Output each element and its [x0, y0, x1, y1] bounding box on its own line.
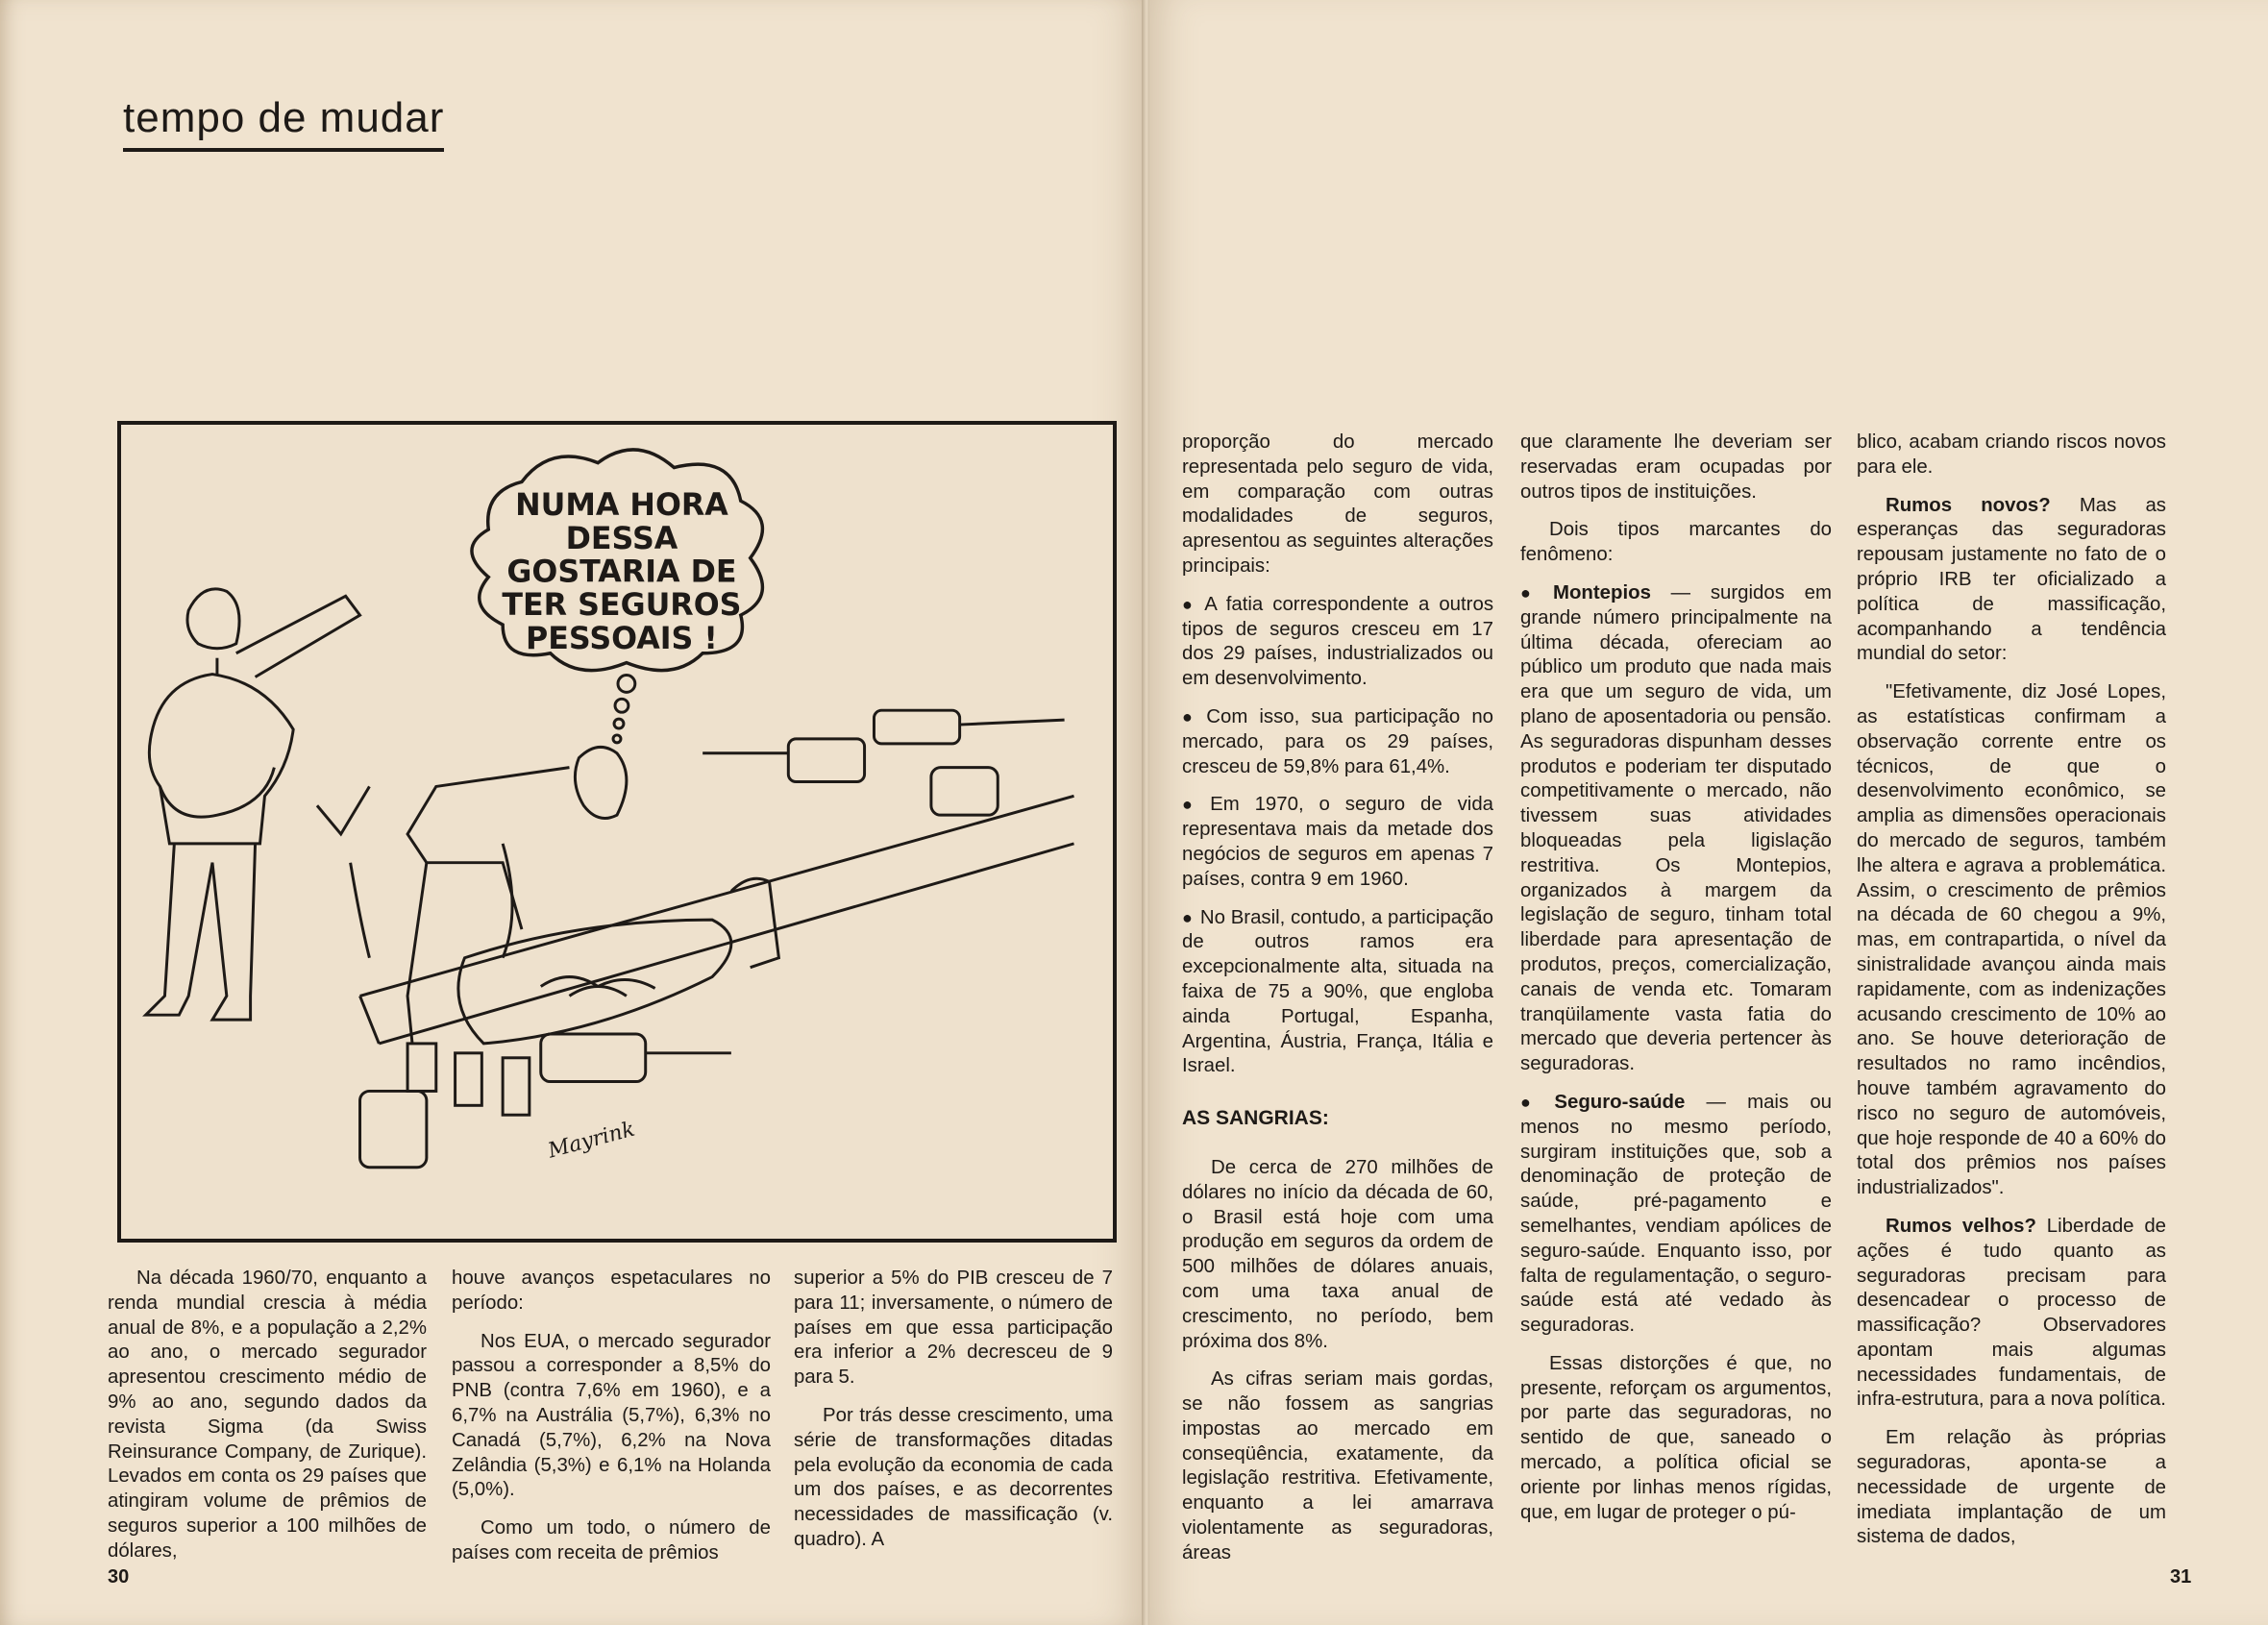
right-col3-para-5: Em relação às próprias seguradoras, aponta-se a necessidade de urgente de imediata implantação de um sistema de dados, — [1857, 1427, 2166, 1548]
right-col3-quote: "Efetivamente, diz José Lopes, as estatísticas confirmam a observação corrente entre os técnicos, de que o desenvolvimento econômico, se amplia as dimensões operacionais do mercado de seguros, também lhe altera e agrava a problemática. Assim, o crescimento de prêmios na década de 60 chegou a 9%, mas, em contrapartida, o nível da sinistralidade avançou ainda mais rapidamente, com as indenizações acusando crescimento de 10% ao ano. Se houve deterioração de resultados no ramo incêndios, houve também agravamento do risco no seguro de automóveis, que hoje responde de 40 a 60% do total dos prêmios nos países industrializados". — [1857, 681, 2166, 1199]
balloon-line-2: DESSA — [565, 521, 678, 556]
right-column-2 — [1520, 431, 1832, 1539]
right-col3-para-4 — [1857, 1215, 2166, 1413]
right-col2-bullet-seguro-saude — [1520, 1091, 1832, 1339]
rumos-velhos-lead: Rumos velhos? — [1886, 1215, 2036, 1237]
right-col1-bullet-1: ● A fatia correspondente a outros tipos de seguros cresceu em 17 dos 29 países, industrializados ou em desenvolvimento. — [1182, 593, 1493, 692]
left-column-3 — [794, 1267, 1113, 1566]
counter — [360, 796, 1074, 1044]
right-column-3 — [1857, 431, 2166, 1563]
rumos-novos-text: Mas as esperanças das seguradoras repousam justamente no fato de o próprio IRB ter oficializado a política de massificação, acompanhando a tendência mundial do setor: — [1857, 494, 2166, 665]
left-col3-para-2: Por trás desse crescimento, uma série de transformações ditadas pela evolução da economia de cada um dos países, e as decorrentes necessidades de massificação (v. quadro). A — [794, 1404, 1113, 1550]
balloon-line-1: NUMA HORA — [515, 488, 728, 524]
left-column-1 — [108, 1267, 427, 1578]
right-col1-bullet-4: ● No Brasil, contudo, a participação de outros ramos era excepcionalmente alta, situada na faixa de 75 a 90%, que engloba ainda Portugal, Espanha, Argentina, Áustria, França, Itália e Israel. — [1182, 906, 1493, 1080]
left-col2-para-3: Como um todo, o número de países com receita de prêmios — [452, 1517, 771, 1563]
section-heading-sangrias: AS SANGRIAS: — [1182, 1107, 1329, 1130]
man-figure — [317, 747, 627, 1044]
seguro-saude-lead: Seguro-saúde — [1554, 1091, 1686, 1113]
page-number-right: 31 — [2170, 1566, 2192, 1588]
right-col1-bullet-2: ● Com isso, sua participação no mercado, para os 29 países, cresceu de 59,8% para 61,4%. — [1182, 705, 1493, 779]
seguro-saude-text: — mais ou menos no mesmo período, surgiram instituições que, sob a denominação de proteção de saúde, pré-pagamento e semelhantes, vendiam apólices de seguro-saúde. Enquanto isso, por falta de regulamentação, o seguro-saúde está até vedado às seguradoras. — [1520, 1091, 1833, 1337]
right-col2-para-3: Essas distorções é que, no presente, reforçam os argumentos, por parte das seguradoras, no sentido de que, saneado o mercado, a política oficial se oriente por linhas menos rígidas, que, em lugar de proteger o pú- — [1520, 1352, 1832, 1523]
rumos-velhos-text: Liberdade de ações é tudo quanto as seguradoras precisam para desencadear o processo de massificação? Observadores apontam mais algumas necessidades fundamentais, de infra-estrutura, para a nova política. — [1857, 1215, 2166, 1411]
left-column-2 — [452, 1267, 771, 1580]
page-number-left: 30 — [108, 1566, 130, 1588]
right-col2-bullet-montepios — [1520, 581, 1832, 1077]
right-col1-para-2: As cifras seriam mais gordas, se não fossem as sangrias impostas ao mercado em conseqüência, exatamente, da legislação restritiva. Efetivamente, enquanto a lei amarrava violentamente as seguradoras, áreas — [1182, 1368, 1493, 1563]
balloon-line-3: GOSTARIA DE — [506, 554, 737, 590]
left-col1-para: Na década 1960/70, enquanto a renda mundial crescia à média anual de 8%, e a população a 2,2% ao ano, o mercado segurador apresentou crescimento médio de 9% ao ano, segundo dados da revista Sigma (da Swiss Reinsurance Company, de Zurique). Levados em conta os 29 países que atingiram volume de prêmios de seguros superior a 100 milhões de dólares, — [108, 1268, 427, 1562]
right-column-1 — [1182, 431, 1493, 1580]
right-col3-para-1: blico, acabam criando riscos novos para ele. — [1857, 431, 2166, 478]
right-col1-para-1: De cerca de 270 milhões de dólares no início da década de 60, o Brasil está hoje com uma produção em seguros da ordem de 500 milhões de dólares anuais, com uma taxa anual de crescimento, no período, bem próxima dos 8%. — [1182, 1156, 1493, 1352]
section-title: tempo de mudar — [123, 94, 444, 152]
right-col2-para-1: que claramente lhe deveriam ser reservadas eram ocupadas por outros tipos de instituições. — [1520, 431, 1832, 503]
montepios-text: — surgidos em grande número principalmente na última década, ofereciam ao público um produto que nada mais era que um seguro de vida, um plano de aposentadoria ou pensão. As seguradoras dispunham desses produtos e poderiam ter disputado competitivamente o mercado, não tivessem suas atividades bloqueadas pela ligislação restritiva. Os Montepios, organizados à margem da legislação de seguro, tinham total liberdade para apresentação de produtos, preços, comercialização, canais de venda etc. Tomaram tranqüilamente vasta fatia do mercado que deveria pertencer às seguradoras. — [1520, 581, 1832, 1075]
right-col3-para-2 — [1857, 494, 2166, 668]
balloon-line-5: PESSOAIS ! — [526, 621, 718, 656]
right-col2-para-2: Dois tipos marcantes do fenômeno: — [1520, 519, 1832, 566]
right-col1-intro: proporção do mercado representada pelo seguro de vida, em comparação com outras modalidades de seguros, apresentou as seguintes alterações principais: — [1182, 431, 1493, 577]
left-col3-para-1: superior a 5% do PIB cresceu de 7 para 11; inversamente, o número de países em que essa participação era inferior a 2% decresceu de 9 para 5. — [794, 1268, 1113, 1389]
balloon-line-4: TER SEGUROS — [502, 588, 742, 624]
right-col1-bullet-3: ● Em 1970, o seguro de vida representava mais da metade dos negócios de seguros em apenas 7 países, contra 9 em 1960. — [1182, 793, 1493, 892]
right-page — [1149, 0, 2268, 1625]
rumos-novos-lead: Rumos novos? — [1886, 494, 2051, 516]
woman-figure — [146, 589, 360, 1020]
montepios-lead: Montepios — [1552, 581, 1651, 603]
left-col2-para-2: Nos EUA, o mercado segurador passou a corresponder a 8,5% do PNB (contra 7,6% em 1960), e a 6,7% na Austrália (5,7%), 6,3% no Canadá (5,7%), 6,2% na Nova Zelândia (5,3%) e 6,1% na Holanda (5,0%). — [452, 1330, 771, 1501]
cartoon-signature: Mayrink — [545, 1117, 638, 1164]
left-col2-para-1: houve avanços espetaculares no período: — [452, 1268, 771, 1314]
cartoon-illustration — [117, 421, 1117, 1243]
pots-and-pans — [360, 710, 1065, 1168]
